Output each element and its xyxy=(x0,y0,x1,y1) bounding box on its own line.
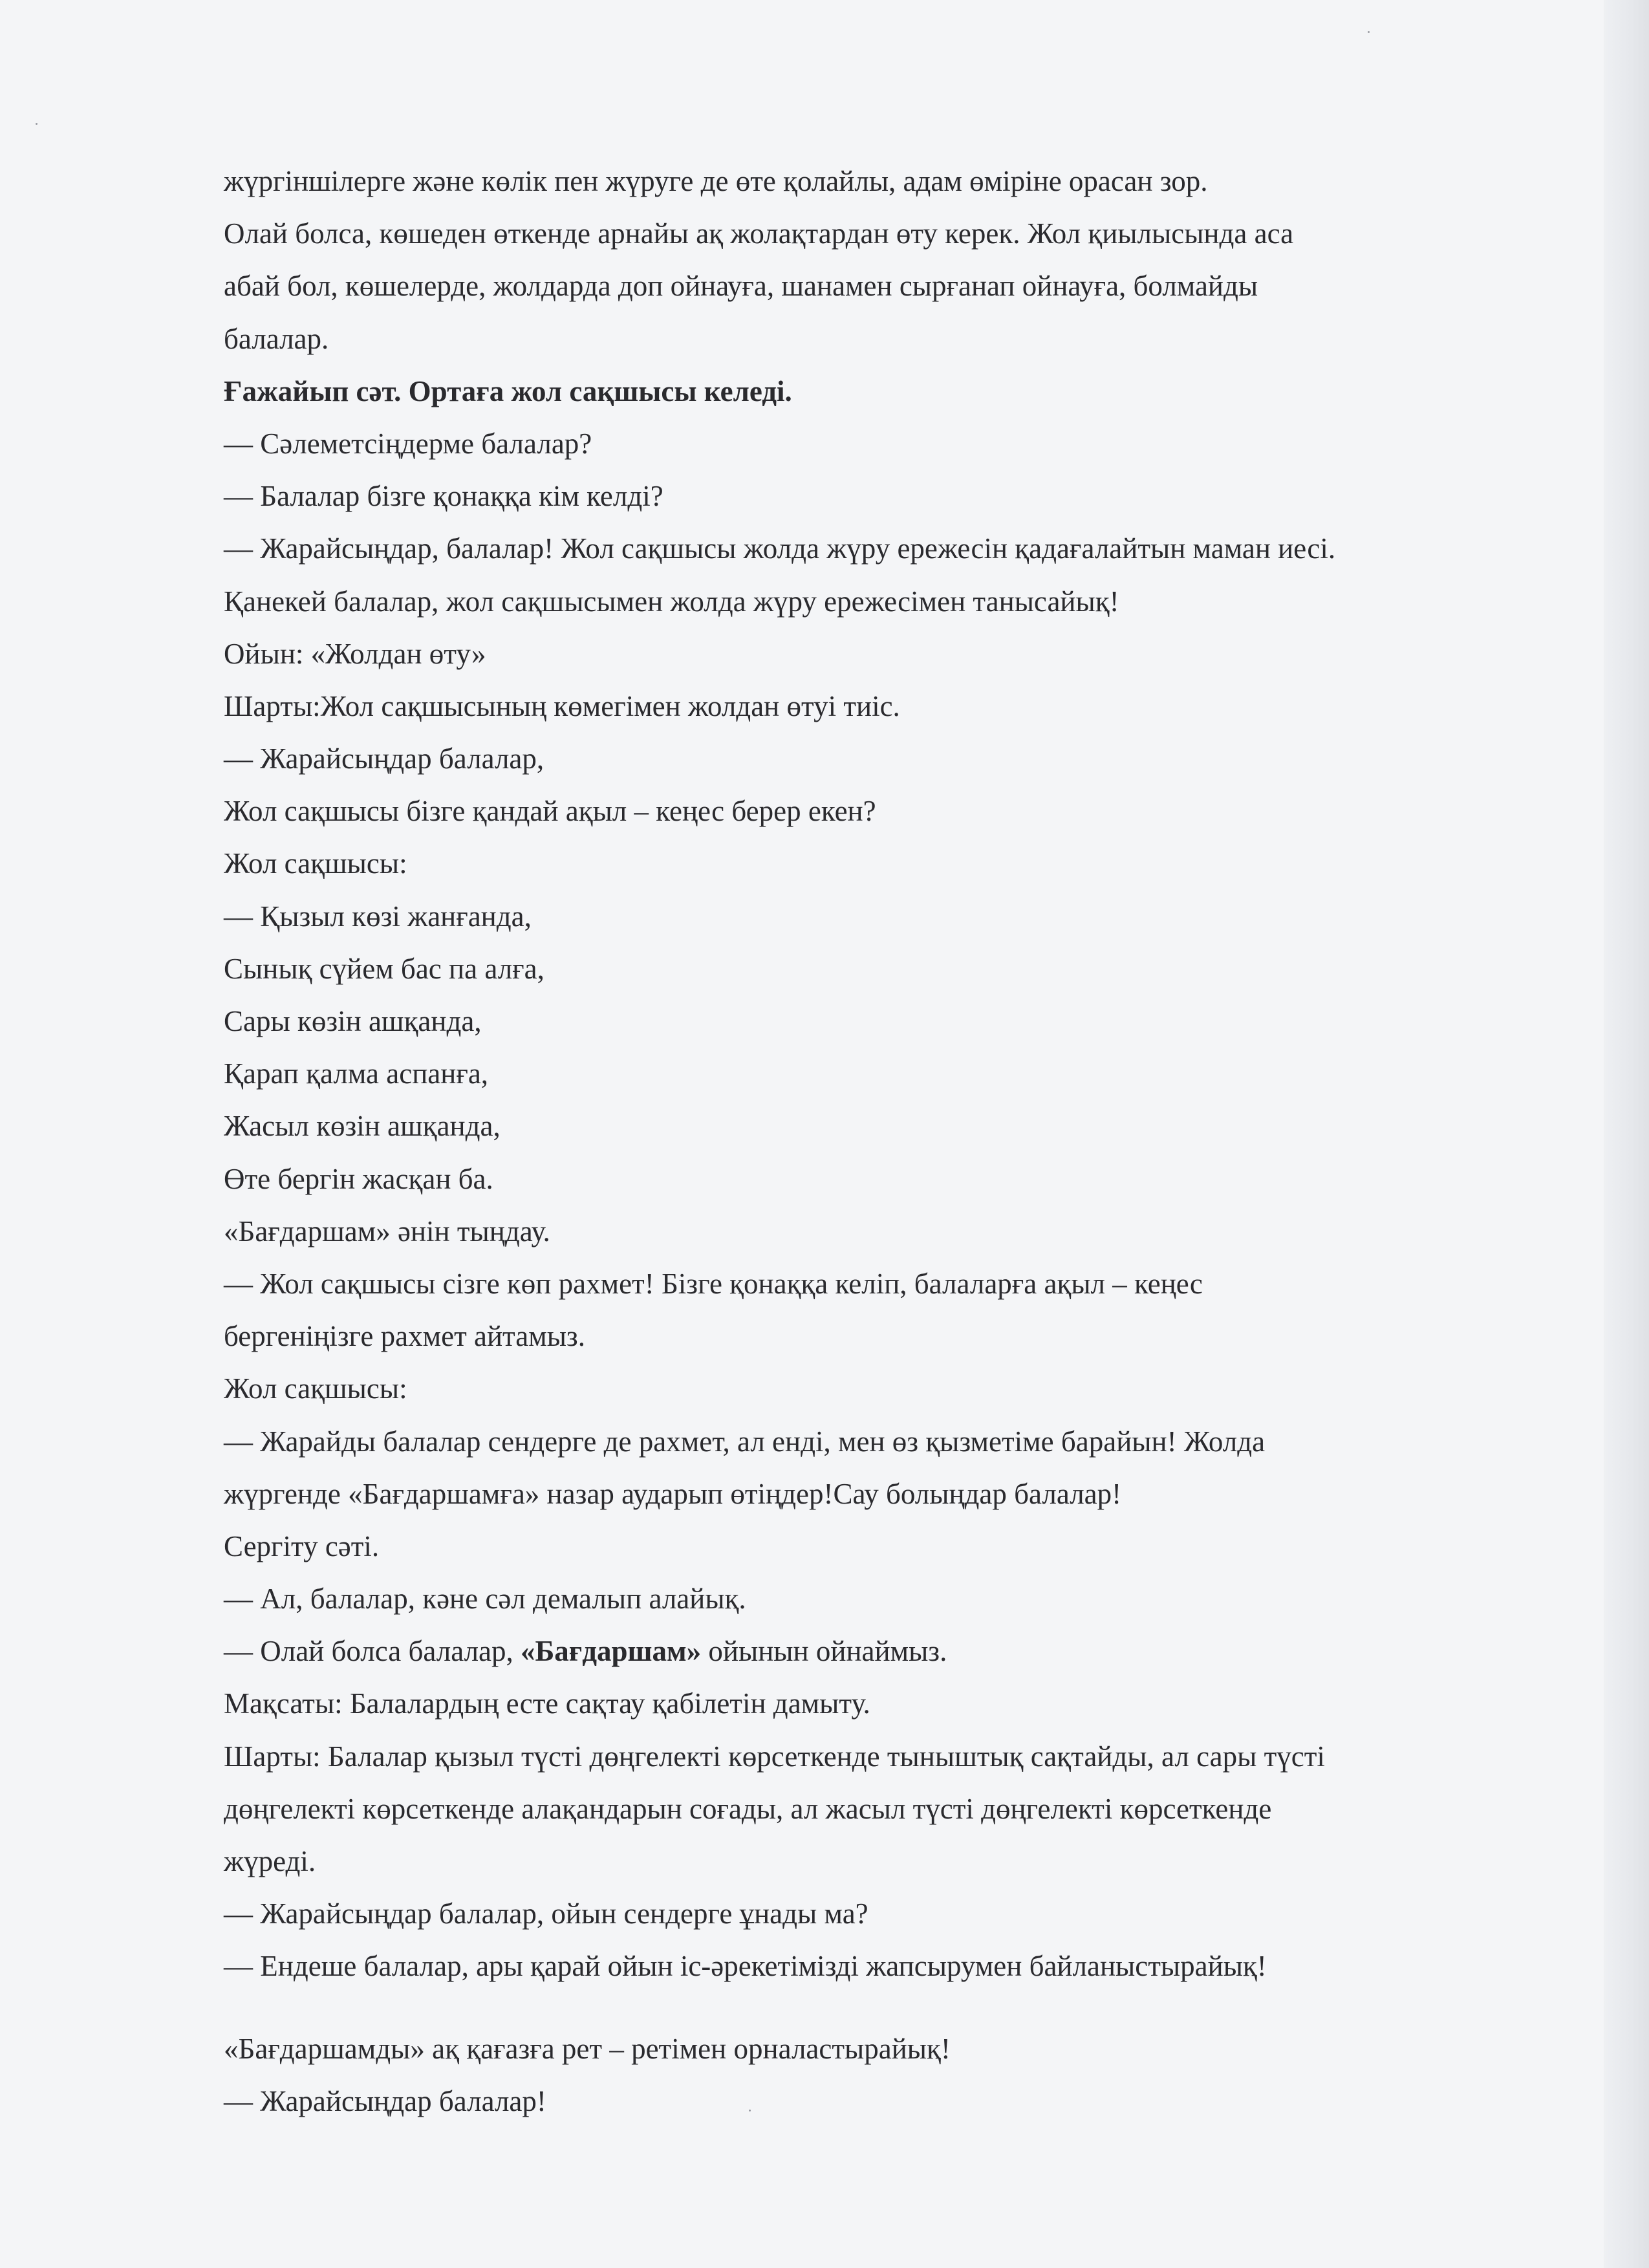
dialogue-line: — Балалар бізге қонаққа кім келді? xyxy=(224,480,663,513)
goal-line: Мақсаты: Балалардың есте сақтау қабілетін дамыту. xyxy=(224,1687,870,1720)
paragraph-line: «Бағдаршам» әнін тыңдау. xyxy=(224,1215,550,1247)
dialogue-line: — Жарайсыңдар балалар, xyxy=(224,742,544,775)
dialogue-line: — Жарайды балалар сендерге де рахмет, ал енді, мен өз қызметіме барайын! Жолда xyxy=(224,1425,1266,1458)
dialogue-line: — Жарайсыңдар, балалар! Жол сақшысы жолда жүру ережесін қадағалайтын маман иесі. xyxy=(224,532,1336,565)
paragraph-line: Жол сақшысы бізге қандай ақыл – кеңес берер екен? xyxy=(224,795,876,828)
paragraph-line: балалар. xyxy=(224,322,329,355)
game-name-bold: «Бағдаршам» xyxy=(521,1635,702,1668)
paragraph-line: бергеніңізге рахмет айтамыз. xyxy=(224,1320,585,1353)
speaker-label: Жол сақшысы: xyxy=(224,1372,407,1405)
poem-line: Қарап қалма аспанға, xyxy=(224,1057,489,1090)
paragraph-line: жүреді. xyxy=(224,1845,316,1877)
paragraph-line: жүргенде «Бағдаршамға» назар аударып өтіңдер!Сау болыңдар балалар! xyxy=(224,1477,1122,1510)
game-title: Ойын: «Жолдан өту» xyxy=(224,637,486,670)
poem-line: Жасыл көзін ашқанда, xyxy=(224,1110,501,1143)
dialogue-line: — Сәлеметсіңдерме балалар? xyxy=(224,427,592,460)
section-label: Сергіту сәті. xyxy=(224,1529,380,1562)
game-rules: Шарты:Жол сақшысының көмегімен жолдан өтуі тиіс. xyxy=(224,689,900,722)
paragraph-line: Қанекей балалар, жол сақшысымен жолда жүру ережесімен танысайық! xyxy=(224,585,1119,618)
poem-line: Сары көзін ашқанда, xyxy=(224,1005,482,1037)
paragraph-line: жүргіншілерге және көлік пен жүруге де өте қолайлы, адам өміріне орасан зор. xyxy=(224,165,1208,197)
poem-line: Өте бергін жасқан ба. xyxy=(224,1162,493,1195)
dialogue-line: — Жол сақшысы сізге көп рахмет! Бізге қонаққа келіп, балаларға ақыл – кеңес xyxy=(224,1267,1203,1300)
scan-speck xyxy=(1368,31,1370,33)
rules-line: Шарты: Балалар қызыл түсті дөңгелекті көрсеткенде тыныштық сақтайды, ал сары түсті xyxy=(224,1740,1325,1773)
poem-line: Сынық сүйем бас па алға, xyxy=(224,952,544,985)
paragraph-line: «Бағдаршамды» ақ қағазға рет – ретімен орналастырайық! xyxy=(224,2032,951,2065)
scan-edge-shadow xyxy=(1604,0,1649,2268)
speaker-label: Жол сақшысы: xyxy=(224,847,407,880)
scan-speck xyxy=(36,123,38,125)
section-heading-text: Ғажайып сәт. Ортаға жол сақшысы келеді. xyxy=(224,374,792,407)
dialogue-line: — Жарайсыңдар балалар! xyxy=(224,2084,546,2117)
dialogue-line xyxy=(224,1625,1491,1678)
dialogue-text: — Олай болса балалар, xyxy=(224,1635,521,1668)
paragraph-line: Олай болса, көшеден өткенде арнайы ақ жолақтардан өту керек. Жол қиылысында аса xyxy=(224,217,1294,250)
section-heading xyxy=(224,365,1491,418)
paragraph-gap xyxy=(224,1993,1491,2023)
document-body xyxy=(224,155,1491,2128)
dialogue-line: — Ал, балалар, кәне сәл демалып алайық. xyxy=(224,1582,746,1615)
dialogue-line: — Жарайсыңдар балалар, ойын сендерге ұнады ма? xyxy=(224,1897,868,1930)
paragraph-line: дөңгелекті көрсеткенде алақандарын соғады, ал жасыл түсті дөңгелекті көрсеткенде xyxy=(224,1792,1272,1825)
dialogue-text: ойынын ойнаймыз. xyxy=(701,1635,947,1668)
paragraph-line: абай бол, көшелерде, жолдарда доп ойнауға, шанамен сырғанап ойнауға, болмайды xyxy=(224,270,1258,303)
dialogue-line: — Ендеше балалар, ары қарай ойын іс-әрекетімізді жапсырумен байланыстырайық! xyxy=(224,1950,1267,1983)
poem-line: — Қызыл көзі жанғанда, xyxy=(224,900,532,933)
